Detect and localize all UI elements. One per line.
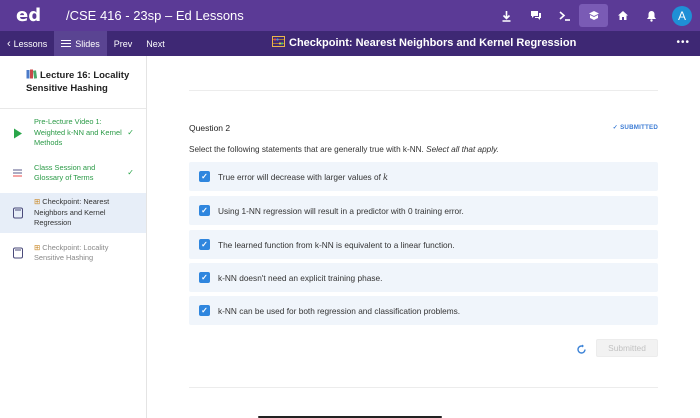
- sidebar-item-prelecture-video[interactable]: [0, 113, 146, 153]
- answer-option-text: True error will decrease with larger values of: [218, 171, 381, 182]
- chevron-left-icon: ‹: [7, 37, 11, 50]
- check-icon: ✓: [127, 127, 134, 137]
- lecture-title-text: Lecture 16: Locality Sensitive Hashing: [26, 70, 130, 94]
- prev-button[interactable]: Prev: [113, 38, 133, 49]
- sidebar-item-label-text: Checkpoint: Locality Sensitive Hashing: [34, 242, 109, 262]
- answer-option-text: k-NN can be used for both regression and classification problems.: [218, 305, 461, 316]
- slides-toggle[interactable]: [54, 31, 107, 56]
- user-avatar[interactable]: A: [672, 6, 692, 26]
- answer-option[interactable]: [189, 162, 658, 191]
- top-icons: [492, 4, 692, 27]
- lessons-icon[interactable]: [579, 4, 608, 27]
- page-title: [272, 36, 576, 50]
- answer-option[interactable]: [189, 263, 658, 292]
- abacus-icon: ⊞: [34, 197, 41, 207]
- page-title-text: Checkpoint: Nearest Neighbors and Kernel Regression: [289, 37, 577, 49]
- quiz-icon: [12, 208, 23, 219]
- answer-option-text: Using 1-NN regression will result in a predictor with 0 training error.: [218, 205, 464, 216]
- lessons-link[interactable]: [0, 31, 54, 56]
- sidebar-item-checkpoint-lsh[interactable]: [0, 233, 146, 273]
- sidebar-item-label: Class Session and Glossary of Terms: [34, 162, 96, 182]
- checkbox-checked-icon[interactable]: ✓: [199, 239, 210, 250]
- answer-option-text: k-NN doesn't need an explicit training phase.: [218, 272, 383, 283]
- play-icon: [12, 128, 23, 139]
- sidebar-item-label: [34, 243, 138, 264]
- checkbox-checked-icon[interactable]: ✓: [199, 305, 210, 316]
- submitted-button[interactable]: Submitted: [596, 339, 658, 357]
- checkbox-checked-icon[interactable]: ✓: [199, 171, 210, 182]
- home-icon[interactable]: [608, 4, 637, 27]
- books-icon: [26, 69, 37, 83]
- chat-icon[interactable]: [521, 4, 550, 27]
- next-button[interactable]: Next: [146, 38, 165, 49]
- submitted-status-badge: ✓ SUBMITTED: [612, 124, 658, 131]
- abacus-icon: [272, 36, 285, 50]
- question-prompt-hint: Select all that apply.: [426, 145, 499, 154]
- sidebar-item-label: Pre-Lecture Video 1: Weighted k-NN and Kernel Methods: [34, 117, 122, 148]
- top-bar: [0, 0, 700, 31]
- slides-label: Slides: [75, 38, 100, 49]
- ed-logo[interactable]: ed: [16, 5, 42, 26]
- answer-option-text: The learned function from k-NN is equivalent to a linear function.: [218, 239, 455, 250]
- answer-option[interactable]: [189, 230, 658, 259]
- lesson-sidebar: [0, 56, 147, 418]
- lessons-link-label: Lessons: [13, 38, 48, 49]
- terminal-icon[interactable]: [550, 4, 579, 27]
- abacus-icon: ⊞: [34, 242, 41, 252]
- download-icon[interactable]: [492, 4, 521, 27]
- answer-option-math: k: [382, 171, 388, 182]
- answer-option[interactable]: [189, 296, 658, 325]
- sidebar-item-label-text: Checkpoint: Nearest Neighbors and Kernel Regression: [34, 197, 110, 228]
- quiz-icon: [12, 248, 23, 259]
- check-icon: ✓: [127, 167, 134, 177]
- divider: [189, 387, 658, 388]
- sidebar-item-label: [34, 197, 138, 229]
- more-options-icon[interactable]: •••: [676, 37, 690, 48]
- main-content: [148, 56, 700, 418]
- lesson-nav-bar: [0, 31, 700, 56]
- question-prompt: [189, 145, 499, 154]
- slides-icon: [12, 168, 23, 179]
- checkbox-checked-icon[interactable]: ✓: [199, 272, 210, 283]
- bell-icon[interactable]: [637, 4, 666, 27]
- question-label: Question 2: [189, 123, 231, 133]
- sidebar-item-class-session[interactable]: [0, 153, 146, 193]
- lecture-title: [0, 56, 146, 109]
- reset-icon[interactable]: [575, 343, 587, 355]
- answer-option[interactable]: [189, 196, 658, 225]
- checkbox-checked-icon[interactable]: ✓: [199, 205, 210, 216]
- course-title[interactable]: /CSE 416 - 23sp – Ed Lessons: [66, 8, 244, 23]
- menu-icon: [61, 40, 71, 47]
- question-prompt-text: Select the following statements that are generally true with k-NN.: [189, 145, 424, 154]
- sidebar-item-checkpoint-knn[interactable]: [0, 193, 146, 233]
- divider: [189, 90, 658, 91]
